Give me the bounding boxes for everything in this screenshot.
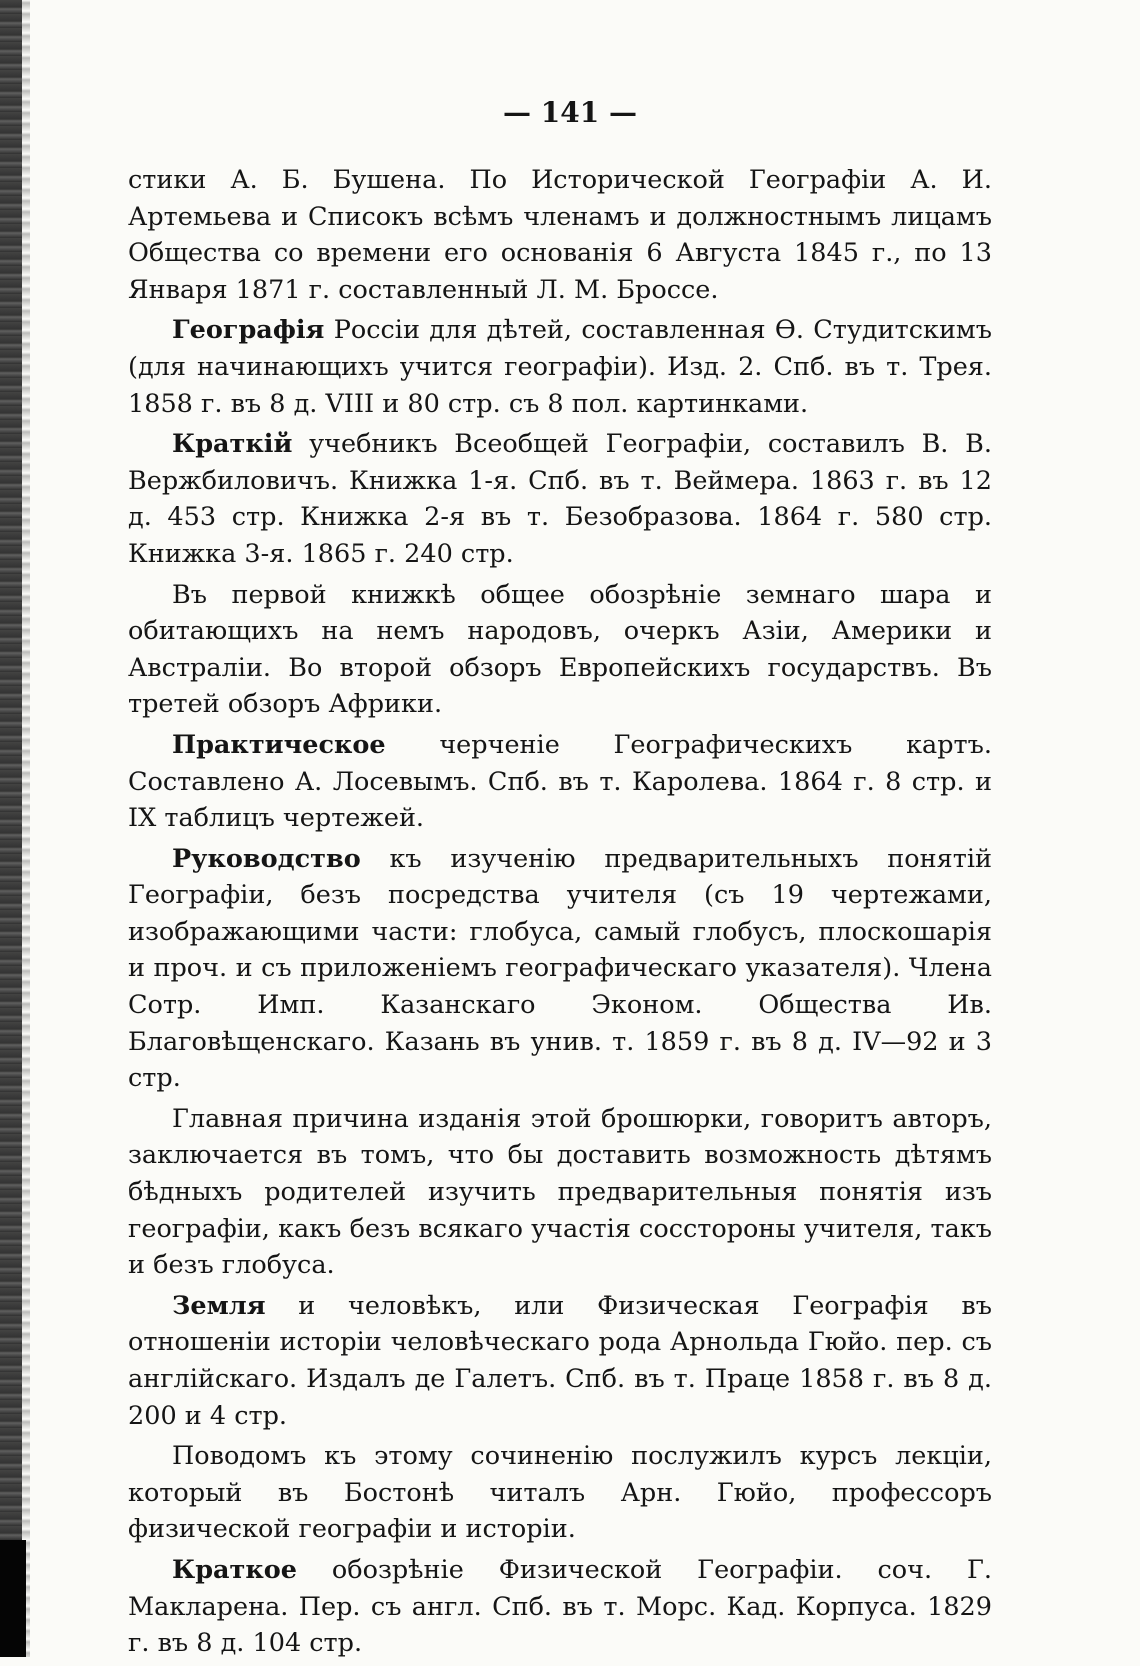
paragraph-4 <box>128 577 992 723</box>
page-number: — 141 — <box>503 96 637 129</box>
paragraph-7-text: Главная причина изданія этой брошюрки, говоритъ авторъ, заключается въ томъ, что бы доставить возможность дѣтямъ бѣдныхъ родителей изучить предварительныя понятія изъ географіи, какъ безъ всякаго участія сосстороны учителя, такъ и безъ глобуса. <box>128 1103 992 1281</box>
page-body <box>128 162 992 1666</box>
paragraph-2-text: Россіи для дѣтей, составленная Ѳ. Студитскимъ (для начинающихъ учится географіи). Изд. 2. Спб. въ т. Трея. 1858 г. въ 8 д. VIII и 80 стр. съ 8 пол. картинками. <box>128 315 992 419</box>
paragraph-2 <box>128 312 992 422</box>
paragraph-6-text: къ изученію предварительныхъ понятій Географіи, безъ посредства учителя (съ 19 чертежами, изображающими части: глобуса, самый глобусъ, плоскошарія и проч. и съ приложеніемъ географическаго указателя). Члена Сотр. Имп. Казанскаго Эконом. Общества Ив. Благовѣщенскаго. Казань въ унив. т. 1859 г. въ 8 д. IV—92 и 3 стр. <box>128 843 992 1094</box>
paragraph-3-text: учебникъ Всеобщей Географіи, составилъ В. В. Вержбиловичъ. Книжка 1-я. Спб. въ т. Веймера. 1863 г. въ 12 д. 453 стр. Книжка 2-я въ т. Безобразова. 1864 г. 580 стр. Книжка 3-я. 1865 г. 240 стр. <box>128 429 992 569</box>
paragraph-1-text: стики А. Б. Бушена. По Исторической Географіи А. И. Артемьева и Списокъ всѣмъ членамъ и должностнымъ лицамъ Общества со времени его основанія 6 Августа 1845 г., по 13 Января 1871 г. составленный Л. М. Броссе. <box>128 165 992 305</box>
paragraph-5-bold: Практическое <box>172 729 386 760</box>
paragraph-7 <box>128 1101 992 1284</box>
paragraph-5-text: черченіе Географическихъ картъ. Составлено А. Лосевымъ. Спб. въ т. Каролева. 1864 г. 8 стр. и IX таблицъ чертежей. <box>128 729 992 834</box>
paragraph-6-bold: Руководство <box>172 843 361 874</box>
paragraph-3 <box>128 426 992 572</box>
paragraph-1 <box>128 162 992 308</box>
paragraph-8-text: и человѣкъ, или Физическая Географія въ отношеніи исторіи человѣческаго рода Арнольда Гюйо. пер. съ англійскаго. Издалъ де Галетъ. Спб. въ т. Праце 1858 г. въ 8 д. 200 и 4 стр. <box>128 1290 992 1431</box>
paragraph-10-text: обозрѣніе Физической Географіи. соч. Г. Макларена. Пер. съ англ. Спб. въ т. Морс. Кад. Корпуса. 1829 г. въ 8 д. 104 стр. <box>128 1554 992 1659</box>
paragraph-10 <box>128 1552 992 1662</box>
paragraph-8 <box>128 1288 992 1434</box>
book-spine-dark-corner <box>0 1540 26 1657</box>
paragraph-9 <box>128 1438 992 1548</box>
paragraph-6 <box>128 841 992 1097</box>
paragraph-9-text: Поводомъ къ этому сочиненію послужилъ курсъ лекціи, который въ Бостонѣ читалъ Арн. Гюйо, профессоръ физической географіи и исторіи. <box>128 1441 992 1545</box>
book-spine-shadow <box>0 0 22 1657</box>
paragraph-2-bold: Географія <box>172 315 325 346</box>
paragraph-4-text: Въ первой книжкѣ общее обозрѣніе земнаго шара и обитающихъ на немъ народовъ, очеркъ Азіи, Америки и Австраліи. Во второй обзоръ Европейскихъ государствъ. Въ третей обзоръ Африки. <box>128 579 992 720</box>
paragraph-10-bold: Краткое <box>172 1554 297 1585</box>
paragraph-5 <box>128 727 992 837</box>
paragraph-8-bold: Земля <box>172 1290 266 1321</box>
book-spine-edge <box>22 0 30 1657</box>
paragraph-3-bold: Краткій <box>172 429 293 460</box>
